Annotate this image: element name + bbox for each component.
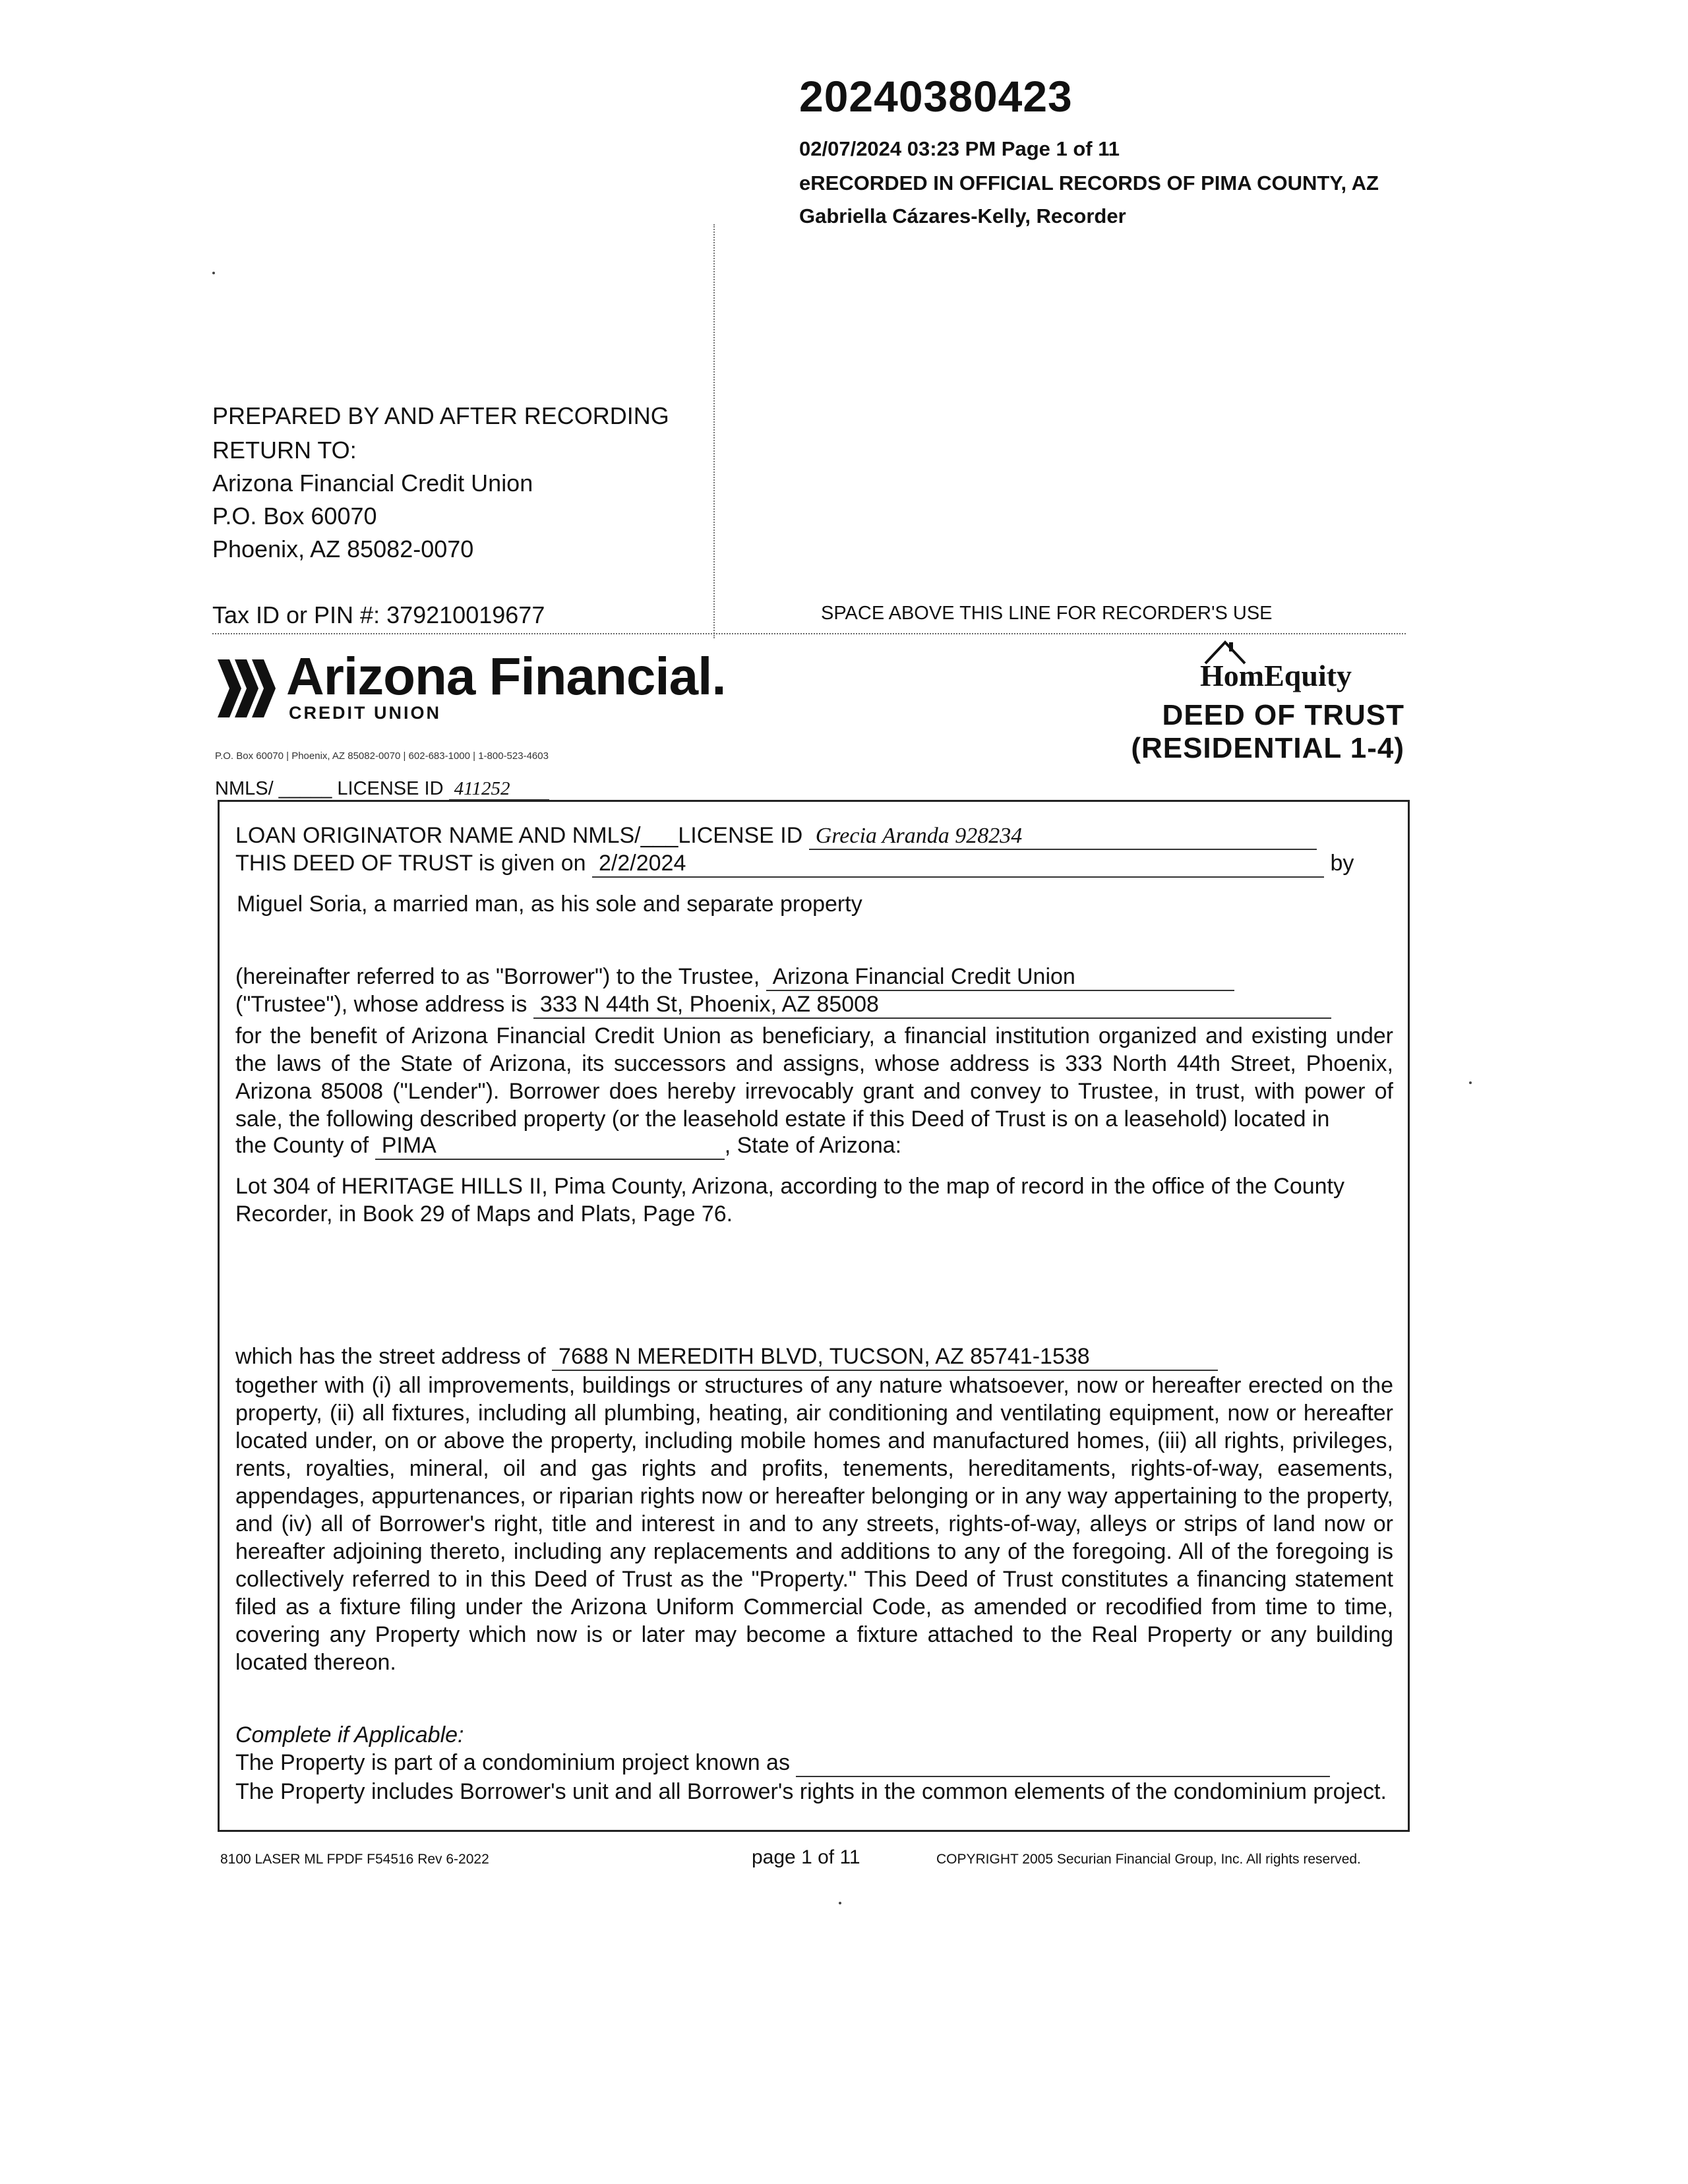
recording-number: 20240380423: [799, 72, 1073, 121]
document-title: DEED OF TRUST: [1162, 699, 1404, 731]
property-paragraph: together with (i) all improvements, buildings or structures of any nature whatsoever, now or hereafter erected on the property, (ii) all fixtures, including all plumbing, heating, air conditioning and ventilating equipment, now or hereafter located under, on or above the property, including mobile homes and manufactured homes, (iii) all rights, privileges, rents, royalties, mineral, oil and gas rights and profits, tenements, hereditaments, rights-of-way, easements, appendages, appurtenances, or riparian rights now or hereafter belonging or in any way appertaining to the property, and (iv) all of Borrower's right, title and interest in and to any streets, rights-of-way, alleys or strips of land now or hereafter adjoining thereto, including any replacements and additions to any of the foregoing. All of the foregoing is collectively referred to in this Deed of Trust as the "Property." This Deed of Trust constitutes a financing statement filed as a fixture filing under the Arizona Uniform Commercial Code, as amended or recodified from time to time, covering any Property which now is or later may become a fixture attached to the Real Property or any building located thereon.: [235, 1373, 1393, 1675]
recorder-space-note: SPACE ABOVE THIS LINE FOR RECORDER'S USE: [821, 603, 1273, 624]
speck: [212, 272, 215, 274]
state-label: , State of Arizona:: [724, 1133, 902, 1158]
return-to-name: Arizona Financial Credit Union: [212, 470, 533, 497]
prepared-by-line1: PREPARED BY AND AFTER RECORDING: [212, 402, 669, 429]
logo-subtitle: CREDIT UNION: [289, 703, 441, 723]
street-address-line: [235, 1344, 1218, 1371]
recording-office: eRECORDED IN OFFICIAL RECORDS OF PIMA COUNTY, AZ: [799, 171, 1379, 195]
county-line: [235, 1133, 901, 1160]
condo-line: [235, 1750, 1330, 1777]
document-subtitle: (RESIDENTIAL 1-4): [1131, 732, 1404, 764]
trustee-label: (hereinafter referred to as "Borrower") to the Trustee,: [235, 964, 760, 989]
originator-label: LOAN ORIGINATOR NAME AND NMLS/___LICENSE ID: [235, 823, 803, 848]
legal-description: Lot 304 of HERITAGE HILLS II, Pima County, Arizona, according to the map of record in the office of the County Recorder, in Book 29 of Maps and Plats, Page 76.: [235, 1174, 1344, 1227]
recording-date-page: 02/07/2024 03:23 PM Page 1 of 11: [799, 137, 1120, 160]
recorder-name: Gabriella Cázares-Kelly, Recorder: [799, 204, 1126, 228]
trustee-line: [235, 964, 1234, 991]
originator-line: [235, 823, 1317, 850]
nmls-label: NMLS/ _____ LICENSE ID: [215, 778, 444, 799]
speck: [1469, 1081, 1472, 1084]
return-to-city: Phoenix, AZ 85082-0070: [212, 535, 474, 562]
condo-paragraph: The Property includes Borrower's unit and all Borrower's rights in the common elements of the condominium project.: [235, 1779, 1387, 1804]
given-by: by: [1330, 851, 1354, 876]
given-on-label: THIS DEED OF TRUST is given on: [235, 851, 586, 876]
given-on-line: [235, 851, 1354, 878]
page-indicator: page 1 of 11: [752, 1846, 860, 1868]
beneficiary-paragraph: for the benefit of Arizona Financial Credit Union as beneficiary, a financial institution organized and existing under the laws of the State of Arizona, its successors and assigns, whose address is 333 North 44th Street, Phoenix, Arizona 85008 ("Lender"). Borrower does hereby irrevocably grant and convey to Trustee, in trust, with power of sale, the following described property (or the leasehold estate if this Deed of Trust is on a leasehold) located in: [235, 1023, 1393, 1132]
trustee-name: Arizona Financial Credit Union: [766, 964, 1234, 991]
tax-id: Tax ID or PIN #: 379210019677: [212, 601, 545, 628]
recorder-divider: [713, 224, 715, 638]
street-address: 7688 N MEREDITH BLVD, TUCSON, AZ 85741-1538: [552, 1344, 1218, 1371]
borrower-name: Miguel Soria, a married man, as his sole and separate property: [237, 892, 862, 917]
condo-label: The Property is part of a condominium project known as: [235, 1750, 790, 1775]
street-address-label: which has the street address of: [235, 1344, 546, 1369]
form-id: 8100 LASER ML FPDF F54516 Rev 6-2022: [220, 1852, 489, 1867]
prepared-by-line2: RETURN TO:: [212, 437, 357, 464]
logo-name: Arizona Financial.: [286, 647, 726, 706]
trustee-address-line: [235, 992, 1331, 1019]
county-label: the County of: [235, 1133, 369, 1158]
homequity-brand: HomEquity: [1200, 659, 1352, 692]
trustee-address-label: ("Trustee"), whose address is: [235, 992, 528, 1017]
nmls-license-value: 411252: [449, 778, 550, 801]
lender-contact-line: P.O. Box 60070 | Phoenix, AZ 85082-0070 | 602-683-1000 | 1-800-523-4603: [215, 750, 549, 762]
speck: [839, 1902, 841, 1904]
given-on-date: 2/2/2024: [592, 851, 1324, 878]
trustee-address: 333 N 44th St, Phoenix, AZ 85008: [533, 992, 1331, 1019]
return-to-pobox: P.O. Box 60070: [212, 502, 377, 530]
county-value: PIMA: [375, 1133, 725, 1160]
copyright: COPYRIGHT 2005 Securian Financial Group, Inc. All rights reserved.: [936, 1852, 1361, 1867]
originator-value: Grecia Aranda 928234: [809, 824, 1317, 850]
chevron-logo-icon: [215, 657, 278, 720]
nmls-license-line: [215, 778, 549, 800]
deed-body-box: [218, 800, 1410, 1832]
complete-if-applicable: Complete if Applicable:: [235, 1722, 464, 1747]
recorder-line: [212, 633, 1406, 634]
